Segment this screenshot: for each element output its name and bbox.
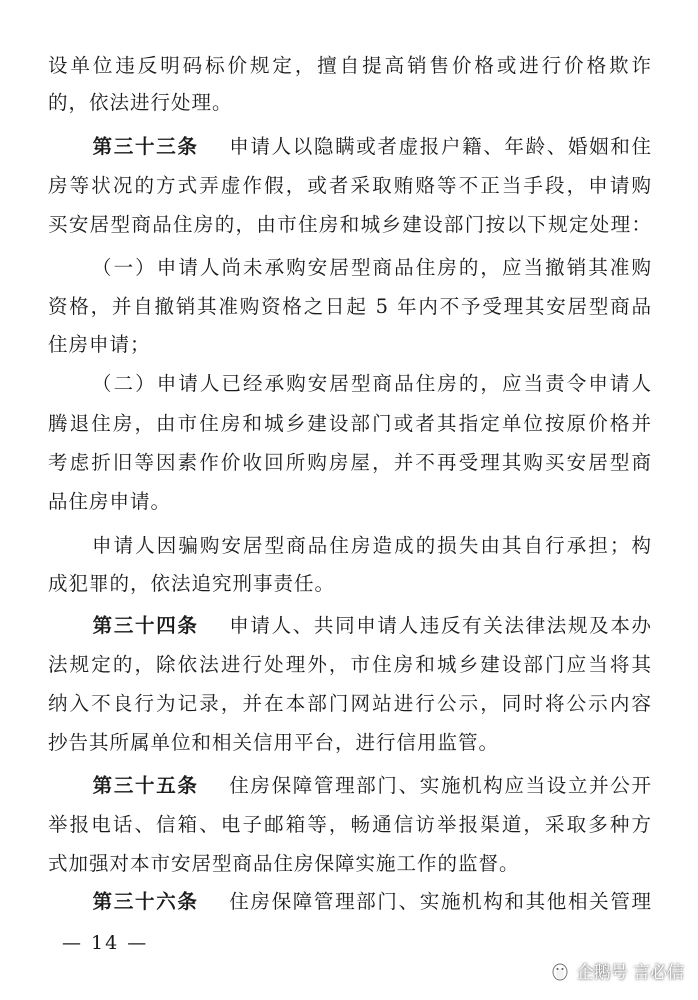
watermark	[549, 958, 684, 983]
text-line: 抄告其所属单位和相关信用平台，进行信用监管。	[48, 731, 500, 754]
article-35-title: 第三十五条	[92, 774, 199, 797]
text-line: 考虑折旧等因素作价收回所购房屋，并不再受理其购买安居型商	[48, 451, 652, 474]
article-36-title: 第三十六条	[92, 890, 199, 913]
text-line: 买安居型商品住房的，由市住房和城乡建设部门按以下规定处理：	[48, 213, 652, 236]
text-line: 品住房申请。	[48, 490, 172, 513]
article-33-text: 申请人以隐瞒或者虚报户籍、年龄、婚姻和住	[228, 135, 652, 158]
article-36-text: 住房保障管理部门、实施机构和其他相关管理	[228, 890, 652, 913]
penguin-icon	[549, 960, 571, 982]
text-line: 设单位违反明码标价规定，擅自提高销售价格或进行价格欺诈	[48, 54, 652, 77]
watermark-text: 企鹅号 言必信	[576, 963, 684, 983]
article-34-text: 申请人、共同申请人违反有关法律法规及本办	[228, 614, 652, 637]
article-33-line	[48, 133, 652, 161]
text-line: 申请人因骗购安居型商品住房造成的损失由其自行承担；构	[92, 534, 652, 557]
text-line: 举报电话、信箱、电子邮箱等，畅通信访举报渠道，采取多种方	[48, 813, 652, 836]
text-line: 房等状况的方式弄虚作假，或者采取贿赂等不正当手段，申请购	[48, 174, 652, 197]
article-34-title: 第三十四条	[92, 614, 199, 637]
page-number: — 14 —	[62, 932, 149, 954]
text-line: 式加强对本市安居型商品住房保障实施工作的监督。	[48, 852, 520, 875]
text-line: 住房申请；	[48, 333, 151, 356]
text-line: 资格，并自撤销其准购资格之日起 5 年内不予受理其安居型商品	[48, 295, 652, 318]
text-line: 腾退住房，由市住房和城乡建设部门或者其指定单位按原价格并	[48, 412, 652, 435]
article-34-line	[48, 612, 652, 640]
article-33-title: 第三十三条	[92, 135, 199, 158]
text-line: （一）申请人尚未承购安居型商品住房的，应当撤销其准购	[92, 256, 652, 279]
article-35-text: 住房保障管理部门、实施机构应当设立并公开	[228, 774, 652, 797]
text-line: 的，依法进行处理。	[48, 91, 233, 114]
text-line: 成犯罪的，依法追究刑事责任。	[48, 572, 336, 595]
article-35-line	[48, 772, 652, 800]
text-line: 纳入不良行为记录，并在本部门网站进行公示，同时将公示内容	[48, 692, 652, 715]
text-line: 法规定的，除依法进行处理外，市住房和城乡建设部门应当将其	[48, 653, 652, 676]
article-36-line	[48, 888, 652, 916]
text-line: （二）申请人已经承购安居型商品住房的，应当责令申请人	[92, 372, 652, 395]
